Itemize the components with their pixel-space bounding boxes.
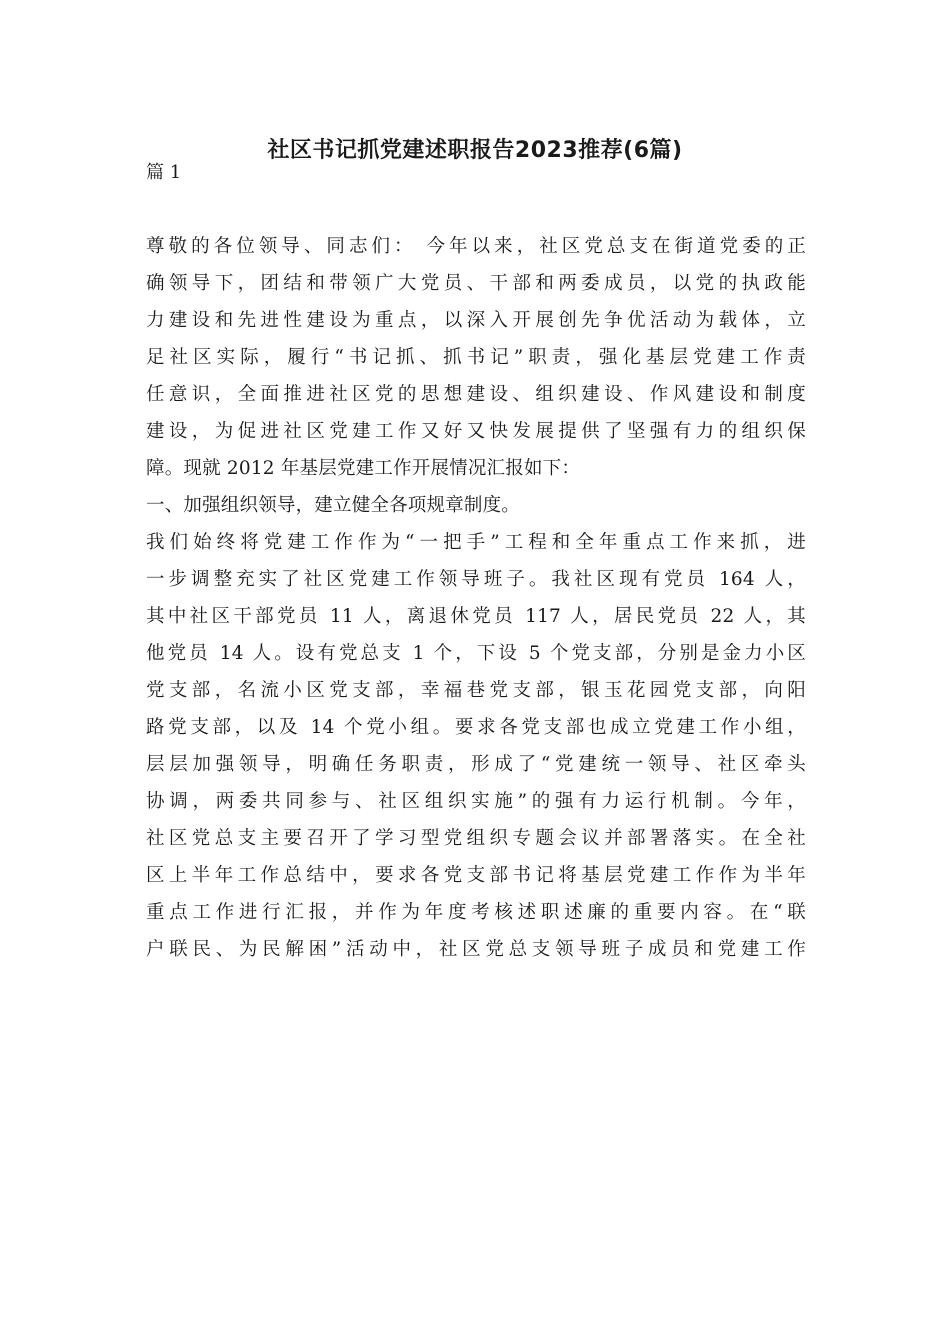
document-title: 社区书记抓党建述职报告2023推荐(6篇) — [267, 138, 683, 163]
paragraph-line: 力建设和先进性建设为重点，以深入开展创先争优活动为载体，立 — [146, 310, 806, 331]
paragraph-line: 层层加强领导，明确任务职责，形成了“党建统一领导、社区牵头 — [146, 754, 806, 775]
paragraph-line: 户联民、为民解困”活动中，社区党总支领导班子成员和党建工作 — [146, 939, 806, 960]
paragraph-line: 他党员 14 人。设有党总支 1 个，下设 5 个党支部，分别是金力小区 — [146, 643, 806, 664]
section-heading: 一、加强组织领导，建立健全各项规章制度。 — [146, 495, 521, 516]
document-body — [146, 232, 806, 972]
paragraph-line: 确领导下，团结和带领广大党员、干部和两委成员，以党的执政能 — [146, 273, 806, 294]
paragraph-line: 区上半年工作总结中，要求各党支部书记将基层党建工作作为半年 — [146, 865, 806, 886]
paragraph-line: 障。现就 2012 年基层党建工作开展情况汇报如下： — [146, 458, 581, 479]
paragraph-line: 尊敬的各位领导、同志们： 今年以来，社区党总支在街道党委的正 — [146, 236, 806, 257]
paragraph-line: 足社区实际，履行“书记抓、抓书记”职责，强化基层党建工作责 — [146, 347, 806, 368]
paragraph-line: 协调，两委共同参与、社区组织实施”的强有力运行机制。今年， — [146, 791, 806, 812]
paragraph-line: 其中社区干部党员 11 人，离退休党员 117 人，居民党员 22 人，其 — [146, 606, 806, 627]
paragraph-line: 任意识，全面推进社区党的思想建设、组织建设、作风建设和制度 — [146, 384, 806, 405]
section-label: 篇 1 — [146, 162, 182, 183]
paragraph-line: 路党支部，以及 14 个党小组。要求各党支部也成立党建工作小组， — [146, 717, 806, 738]
paragraph-line: 重点工作进行汇报，并作为年度考核述职述廉的重要内容。在“联 — [146, 902, 806, 923]
paragraph-line: 建设，为促进社区党建工作又好又快发展提供了坚强有力的组织保 — [146, 421, 806, 442]
paragraph-line: 党支部，名流小区党支部，幸福巷党支部，银玉花园党支部，向阳 — [146, 680, 806, 701]
paragraph-line: 社区党总支主要召开了学习型党组织专题会议并部署落实。在全社 — [146, 828, 806, 849]
paragraph-line: 我们始终将党建工作作为“一把手”工程和全年重点工作来抓，进 — [146, 532, 806, 553]
paragraph-line: 一步调整充实了社区党建工作领导班子。我社区现有党员 164 人， — [146, 569, 806, 590]
